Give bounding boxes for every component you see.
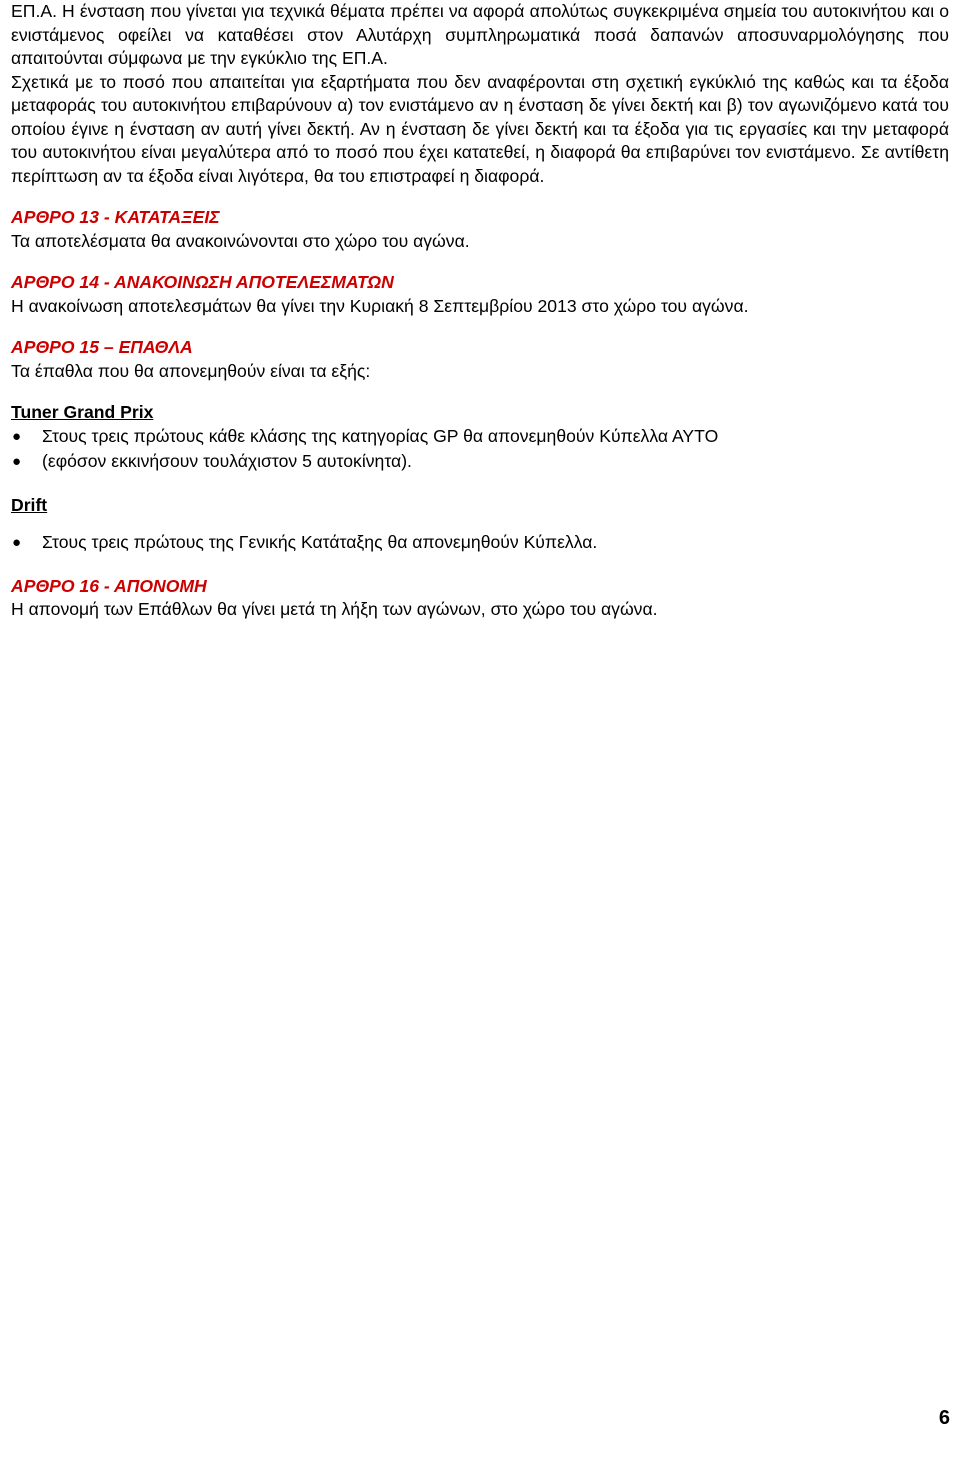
bullet-icon: ● [12, 427, 22, 445]
list-item [11, 425, 949, 449]
article-15-text: Τα έπαθλα που θα απονεμηθούν είναι τα εξής: [11, 360, 371, 381]
drift-bullet-list [11, 531, 949, 555]
drift-title: Drift [11, 494, 48, 515]
list-item [11, 531, 949, 555]
article-14-text: Η ανακοίνωση αποτελεσμάτων θα γίνει την Κυριακή 8 Σεπτεμβρίου 2013 στο χώρο του αγώνα. [11, 295, 749, 316]
article-14-heading: ΑΡΘΡΟ 14 - ΑΝΑΚΟΙΝΩΣΗ ΑΠΟΤΕΛΕΣΜΑΤΩΝ [11, 272, 394, 292]
list-item-text: (εφόσον εκκινήσουν τουλάχιστον 5 αυτοκίνητα). [42, 451, 412, 471]
tuner-bullet-list [11, 425, 949, 474]
list-item [11, 450, 949, 474]
bullet-icon: ● [12, 534, 22, 551]
article-13-text: Τα αποτελέσματα θα ανακοινώνονται στο χώρο του αγώνα. [11, 230, 470, 251]
paragraph-protest-costs: Σχετικά με το ποσό που απαιτείται για εξαρτήματα που δεν αναφέρονται στη σχετική εγκύκλιό της καθώς και τα έξοδα μεταφοράς του αυτοκινήτου επιβαρύνουν α) τον ενιστάμενο αν η ένσταση δε γίνει δεκτή και β) τον αγωνιζόμενο κατά του οποίου έγινε η ένσταση αν αυτή γίνει δεκτή. Αν η ένσταση δε γίνει δεκτή και τα έξοδα για τις εργασίες και την μεταφορά του αυτοκινήτου είναι μεγαλύτερα από το ποσό που έχει κατατεθεί, η διαφορά θα επιβαρύνει τον ενιστάμενο. Σε αντίθετη περίπτωση αν τα έξοδα είναι λιγότερα, θα του επιστραφεί η διαφορά. [11, 71, 949, 186]
tuner-grand-prix-title: Tuner Grand Prix [11, 402, 154, 422]
list-item-text: Στους τρεις πρώτους της Γενικής Κατάταξης θα απονεμηθούν Κύπελλα. [42, 532, 598, 552]
page-number: 6 [938, 1407, 950, 1429]
article-13-heading: ΑΡΘΡΟ 13 - ΚΑΤΑΤΑΞΕΙΣ [11, 207, 220, 227]
list-item-text: Στους τρεις πρώτους κάθε κλάσης της κατηγορίας GP θα απονεμηθούν Κύπελλα ΑΥΤΟ [42, 425, 719, 446]
article-15-heading: ΑΡΘΡΟ 15 – ΕΠΑΘΛΑ [11, 337, 193, 357]
article-16-text: Η απονομή των Επάθλων θα γίνει μετά τη λήξη των αγώνων, στο χώρο του αγώνα. [11, 599, 658, 619]
paragraph-protest-technical: ΕΠ.Α. Η ένσταση που γίνεται για τεχνικά θέματα πρέπει να αφορά απολύτως συγκεκριμένα σημεία του αυτοκινήτου και ο ενιστάμενος οφείλει να καταθέσει στον Αλυτάρχη συμπληρωματικά ποσά δαπανών αποσυναρμολόγησης που απαιτούνται σύμφωνα με την εγκύκλιο της ΕΠ.Α. [11, 1, 949, 68]
document-page [11, 0, 949, 622]
article-16-heading: ΑΡΘΡΟ 16 - ΑΠΟΝΟΜΗ [11, 575, 207, 596]
bullet-icon: ● [12, 453, 22, 470]
